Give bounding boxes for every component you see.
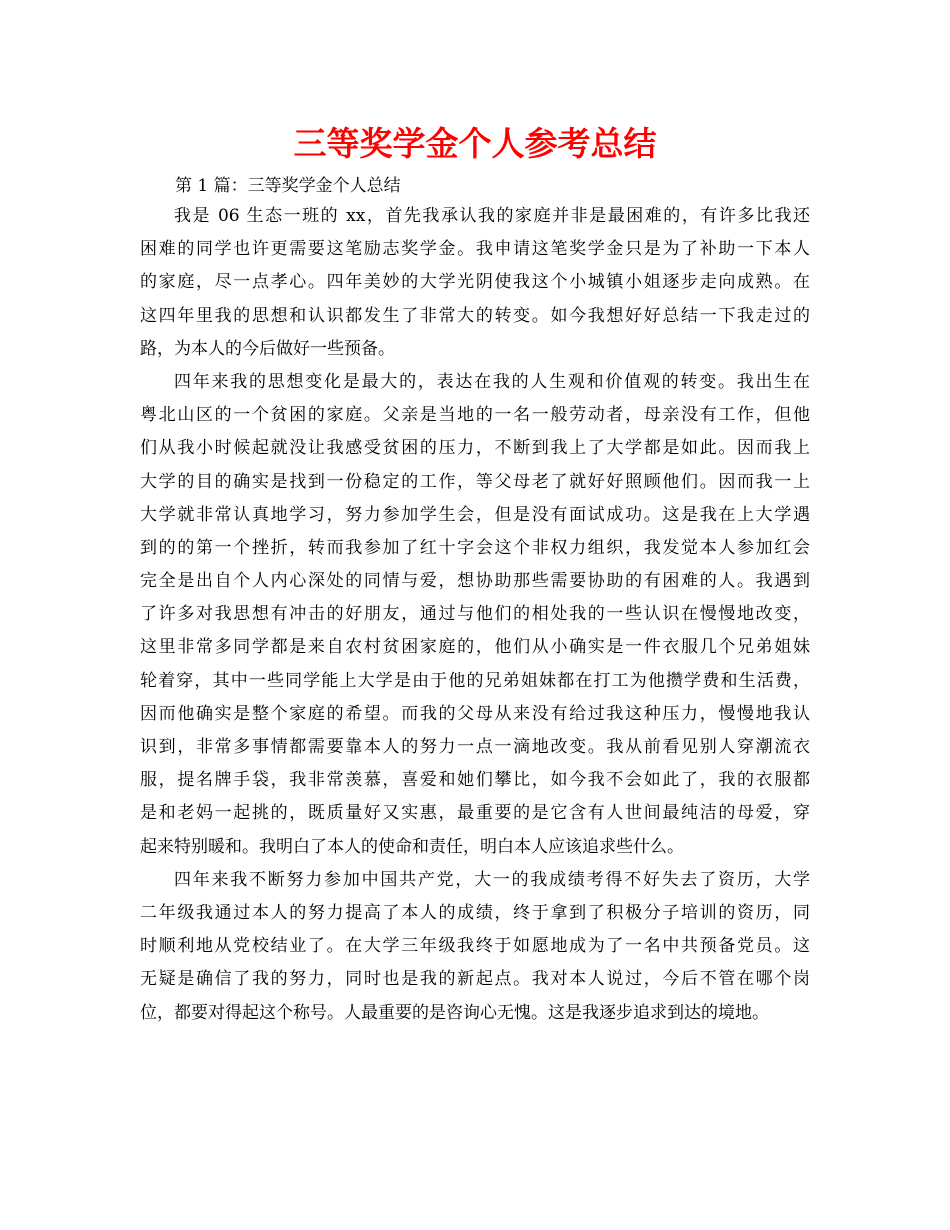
section-heading: 第 1 篇：三等奖学金个人总结 [175,176,401,196]
paragraph-line: 这里非常多同学都是来自农村贫困家庭的，他们从小确实是一件衣服几个兄弟姐妹 [140,637,810,658]
paragraph-line: 识到，非常多事情都需要靠本人的努力一点一滴地改变。我从前看见别人穿潮流衣 [140,737,810,757]
paragraph-line: 四年来我的思想变化是最大的，表达在我的人生观和价值观的转变。我出生在 [174,371,810,392]
paragraph-line: 大学的目的确实是找到一份稳定的工作，等父母老了就好好照顾他们。因而我一上 [140,471,810,492]
paragraph-line: 到的的第一个挫折，转而我参加了红十字会这个非权力组织，我发觉本人参加红会 [140,537,810,558]
paragraph-line: 因而他确实是整个家庭的希望。而我的父母从来没有给过我这种压力，慢慢地我认 [140,703,810,724]
paragraph [140,366,810,864]
paragraph-line: 的家庭，尽一点孝心。四年美妙的大学光阴使我这个小城镇小姐逐步走向成熟。在 [140,272,810,293]
paragraph [140,864,810,1030]
paragraph-line: 时顺利地从党校结业了。在大学三年级我终于如愿地成为了一名中共预备党员。这 [140,936,810,957]
paragraph-line: 我是 06 生态一班的 xx，首先我承认我的家庭并非是最困难的，有许多比我还 [174,206,810,226]
paragraph-line: 了许多对我思想有冲击的好朋友，通过与他们的相处我的一些认识在慢慢地改变， [140,604,810,625]
paragraph-line: 无疑是确信了我的努力，同时也是我的新起点。我对本人说过，今后不管在哪个岗 [140,969,810,990]
paragraph-line: 粤北山区的一个贫困的家庭。父亲是当地的一名一般劳动者，母亲没有工作，但他 [140,405,810,426]
paragraph-line: 路，为本人的今后做好一些预备。 [140,338,395,359]
paragraph-line: 服，提名牌手袋，我非常羡慕，喜爱和她们攀比，如今我不会如此了，我的衣服都 [140,770,810,791]
paragraph-line: 轮着穿，其中一些同学能上大学是由于他的兄弟姐妹都在打工为他攒学费和生活费， [140,670,810,691]
paragraph-line: 这四年里我的思想和认识都发生了非常大的转变。如今我想好好总结一下我走过的 [140,305,810,326]
paragraph-line: 大学就非常认真地学习，努力参加学生会，但是没有面试成功。这是我在上大学遇 [140,504,810,525]
paragraph-line: 位，都要对得起这个称号。人最重要的是咨询心无愧。这是我逐步追求到达的境地。 [140,1002,769,1023]
paragraph-line: 是和老妈一起挑的，既质量好又实惠，最重要的是它含有人世间最纯洁的母爱，穿 [140,803,810,824]
document-body [140,172,810,1030]
paragraph-list [140,200,810,1030]
document-title: 三等奖学金个人参考总结 [293,124,657,163]
paragraph-line: 起来特别暖和。我明白了本人的使命和责任，明白本人应该追求些什么。 [140,836,684,857]
paragraph-line: 完全是出自个人内心深处的同情与爱，想协助那些需要协助的有困难的人。我遇到 [140,571,810,592]
paragraph-line: 四年来我不断努力参加中国共产党，大一的我成绩考得不好失去了资历，大学 [174,869,810,890]
paragraph [140,200,810,366]
paragraph-line: 二年级我通过本人的努力提高了本人的成绩，终于拿到了积极分子培训的资历，同 [140,902,810,923]
paragraph-line: 们从我小时候起就没让我感受贫困的压力，不断到我上了大学都是如此。因而我上 [140,438,810,459]
paragraph-line: 困难的同学也许更需要这笔励志奖学金。我申请这笔奖学金只是为了补助一下本人 [140,239,810,260]
